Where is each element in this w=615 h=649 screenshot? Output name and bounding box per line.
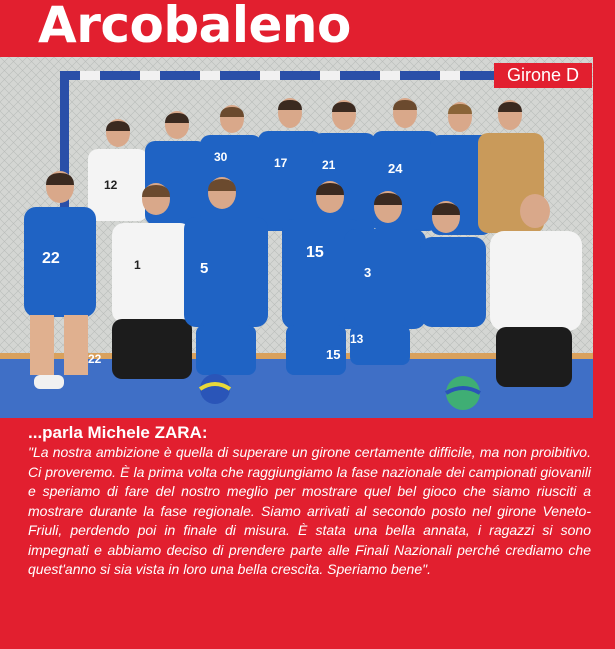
page-title: Arcobaleno xyxy=(38,0,351,54)
ball-icon xyxy=(446,376,480,410)
interview-subheading: ...parla Michele ZARA: xyxy=(28,423,208,442)
page-edge xyxy=(593,57,615,418)
jersey-number: 5 xyxy=(200,260,209,277)
jersey-number: 15 xyxy=(326,347,341,362)
jersey-number: 22 xyxy=(88,352,102,366)
jersey-number: 30 xyxy=(214,150,228,164)
ball-icon xyxy=(200,374,230,404)
jersey-number: 13 xyxy=(350,332,364,346)
jersey-number: 22 xyxy=(42,250,60,267)
jersey-number: 21 xyxy=(322,158,336,172)
jersey-number: 15 xyxy=(306,244,324,261)
team-photo xyxy=(0,57,593,418)
jersey-number: 24 xyxy=(388,161,403,176)
jersey-number: 3 xyxy=(364,265,372,280)
jersey-number: 17 xyxy=(274,156,288,170)
interview-quote: "La nostra ambizione è quella di superare un girone certamente difficile, ma non proibitivo. Ci proveremo. È la prima volta che raggiungiamo la fase nazionale dei campionati giovanili e speriamo di fare del nostro meglio per mostrare quel bel gioco che siamo riusciti a mostrare durante la fase regionale. Siamo arrivati al secondo posto nel girone Veneto-Friuli, perdendo poi in finale di misura. È stata una bella annata, i ragazzi si sono impegnati e abbiamo deciso di prendere parte alle Finali Nazionali perché crediamo che quest'anno si sia vista in loro una bella crescita. Speriamo bene". xyxy=(28,444,591,577)
jersey-number: 1 xyxy=(134,258,141,272)
jersey-number: 12 xyxy=(104,178,118,192)
group-badge: Girone D xyxy=(494,63,592,88)
